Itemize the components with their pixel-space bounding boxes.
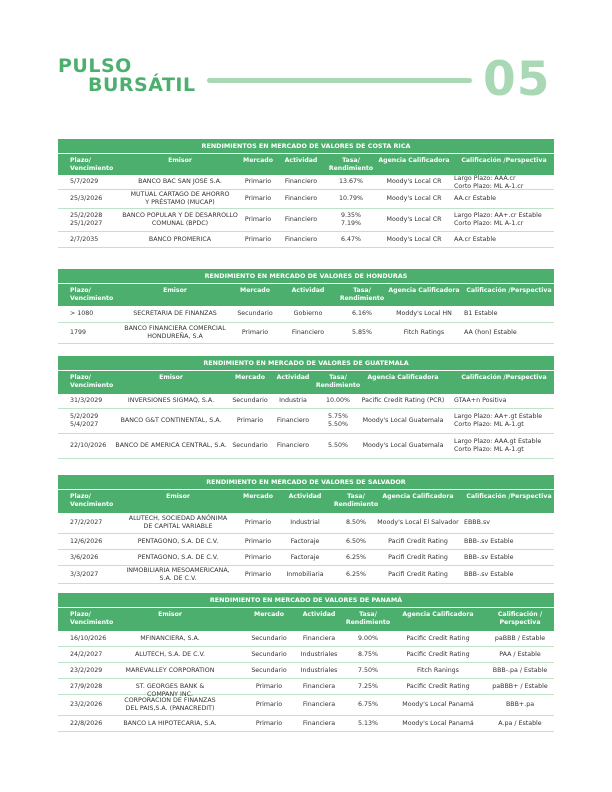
tasa-cell: 8.75% bbox=[357, 650, 378, 658]
mercado-cell: Primario bbox=[244, 195, 272, 202]
column-header: Agencia Calificadora bbox=[402, 611, 474, 618]
agencia-cell: Moody's Local CR bbox=[386, 216, 442, 223]
mercado-cell: Primario bbox=[255, 701, 283, 708]
mercado-cell: Primario bbox=[244, 216, 272, 223]
column-header: Tasa/ Rendimiento bbox=[328, 157, 374, 172]
actividad-cell: Financiero bbox=[276, 417, 310, 424]
emisor-cell: PENTAGONO, S.A. DE C.V. bbox=[137, 537, 219, 545]
agencia-cell: Moody's Local CR bbox=[386, 195, 442, 202]
actividad-cell: Financiero bbox=[291, 329, 325, 336]
column-header: Calificación /Perspectiva bbox=[466, 287, 552, 294]
table-row bbox=[58, 209, 554, 232]
panama-table bbox=[58, 593, 554, 732]
plazo-cell: 16/10/2026 bbox=[70, 634, 107, 642]
tasa-cell: 7.25% bbox=[357, 682, 378, 690]
table-row bbox=[58, 534, 554, 550]
column-header: Plazo/ Vencimiento bbox=[70, 611, 114, 626]
column-header: Mercado bbox=[235, 374, 265, 381]
calificacion-cell: AA.cr Estable bbox=[454, 195, 496, 202]
section-title: RENDIMIENTO EN MERCADO DE VALORES DE HONDURAS bbox=[58, 269, 554, 283]
column-header-row bbox=[58, 489, 554, 513]
agencia-cell: Pacifi Credit Rating bbox=[388, 537, 448, 545]
section-title: RENDIMIENTO EN MERCADO DE VALORES DE GUATEMALA bbox=[58, 356, 554, 370]
plazo-cell: 25/2/2028 25/1/2027 bbox=[70, 212, 103, 227]
calificacion-cell: BBB-.sv Estable bbox=[464, 553, 514, 561]
agencia-cell: Moody's Local Panamá bbox=[402, 719, 474, 727]
tasa-cell: 10.00% bbox=[325, 397, 350, 404]
calificacion-cell: BBB-.sv Estable bbox=[464, 570, 514, 578]
mercado-cell: Primario bbox=[255, 682, 283, 690]
mercado-cell: Primario bbox=[244, 570, 272, 578]
column-header: Tasa/ Rendimiento bbox=[339, 287, 385, 302]
table-row bbox=[58, 679, 554, 698]
agencia-cell: Fitch Ratings bbox=[403, 329, 445, 336]
calificacion-cell: Largo Plazo: AAA.cr Corto Plazo: ML A-1.cr bbox=[454, 175, 524, 190]
column-header: Emisor bbox=[158, 611, 182, 618]
agencia-cell: Moody's Local Panamá bbox=[402, 701, 474, 708]
title-line-1: PULSO bbox=[58, 55, 132, 77]
column-header-row bbox=[58, 370, 554, 394]
emisor-cell: ST. GEORGES BANK & COMPANY INC. bbox=[135, 682, 205, 698]
salvador-table bbox=[58, 475, 554, 584]
actividad-cell: Gobierno bbox=[293, 310, 323, 317]
actividad-cell: Financiero bbox=[284, 235, 318, 243]
page-title bbox=[58, 57, 196, 95]
column-header-row bbox=[58, 153, 554, 175]
tasa-cell: 6.25% bbox=[345, 570, 366, 578]
guatemala-table bbox=[58, 356, 554, 459]
actividad-cell: Financiero bbox=[284, 178, 318, 185]
column-header-row bbox=[58, 283, 554, 306]
page-number: 05 bbox=[483, 52, 551, 107]
column-header: Calificación /Perspectiva bbox=[461, 374, 547, 381]
column-header: Calificación / Perspectiva bbox=[497, 611, 543, 626]
column-header: Tasa/ Rendimiento bbox=[333, 493, 379, 508]
emisor-cell: MFINANCIERA, S.A. bbox=[140, 634, 200, 642]
emisor-cell: CORPORACION DE FINANZAS DEL PAIS,S.A. (PANACREDIT) bbox=[124, 697, 216, 712]
tasa-cell: 6.75% bbox=[357, 701, 378, 708]
emisor-cell: INMOBILIARIA MESOAMERICANA, S.A. DE C.V. bbox=[126, 566, 230, 582]
plazo-cell: 25/3/2026 bbox=[70, 195, 103, 202]
emisor-cell: INVERSIONES SIGMAQ, S.A. bbox=[127, 397, 215, 404]
tasa-cell: 5.50% bbox=[327, 442, 348, 449]
calificacion-cell: AA (hon) Estable bbox=[464, 329, 517, 336]
actividad-cell: Industriales bbox=[300, 666, 338, 674]
column-header: Tasa/ Rendimiento bbox=[315, 374, 361, 389]
emisor-cell: SECRETARIA DE FINANZAS bbox=[133, 310, 217, 317]
column-header: Tasa/ Rendimiento bbox=[345, 611, 391, 626]
mercado-cell: Secundario bbox=[251, 634, 287, 642]
tasa-cell: 13.67% bbox=[338, 178, 363, 185]
column-header: Emisor bbox=[168, 157, 192, 164]
calificacion-cell: BBB-.pa / Estable bbox=[492, 666, 548, 674]
column-header: Mercado bbox=[243, 493, 273, 500]
column-header: Plazo/ Vencimiento bbox=[70, 493, 114, 508]
mercado-cell: Primario bbox=[244, 519, 272, 526]
plazo-cell: 12/6/2026 bbox=[70, 537, 103, 545]
plazo-cell: 31/3/2029 bbox=[70, 397, 103, 404]
tasa-cell: 6.50% bbox=[345, 537, 366, 545]
calificacion-cell: B1 Estable bbox=[464, 310, 498, 317]
actividad-cell: Factoraje bbox=[290, 537, 320, 545]
calificacion-cell: AA.cr Estable bbox=[454, 235, 496, 243]
actividad-cell: Financiera bbox=[302, 719, 336, 727]
actividad-cell: Financiero bbox=[284, 216, 318, 223]
calificacion-cell: paBBB+ / Estable bbox=[492, 682, 548, 690]
actividad-cell: Inmobiliaria bbox=[286, 570, 324, 578]
plazo-cell: 3/6/2026 bbox=[70, 553, 99, 561]
plazo-cell: 22/8/2026 bbox=[70, 719, 103, 727]
agencia-cell: Pacific Credit Rating (PCR) bbox=[361, 397, 445, 404]
section-title: RENDIMIENTO EN MERCADO DE VALORES DE PANAMÁ bbox=[58, 593, 554, 607]
table-row bbox=[58, 663, 554, 679]
column-header: Mercado bbox=[254, 611, 284, 618]
plazo-cell: 27/9/2028 bbox=[70, 682, 103, 690]
mercado-cell: Primario bbox=[244, 553, 272, 561]
column-header-row bbox=[58, 607, 554, 631]
mercado-cell: Secundario bbox=[232, 442, 268, 449]
column-header: Calificación /Perspectiva bbox=[461, 157, 547, 164]
tasa-cell: 5.13% bbox=[357, 719, 378, 727]
header-divider bbox=[207, 78, 472, 83]
emisor-cell: MAREVALLEY CORPORATION bbox=[125, 666, 215, 674]
table-row bbox=[58, 232, 554, 248]
tasa-cell: 6.25% bbox=[345, 553, 366, 561]
column-header: Agencia Calificadora bbox=[388, 287, 460, 294]
column-header: Actividad bbox=[302, 611, 336, 618]
mercado-cell: Secundario bbox=[251, 666, 287, 674]
emisor-cell: ALUTECH, SOCIEDAD ANÓNIMA DE CAPITAL VARIABLE bbox=[128, 515, 228, 530]
agencia-cell: Fitch Ranings bbox=[417, 666, 459, 674]
table-row bbox=[58, 550, 554, 566]
table-row bbox=[58, 566, 554, 584]
table-row bbox=[58, 394, 554, 409]
table-row bbox=[58, 409, 554, 434]
actividad-cell: Industriales bbox=[300, 650, 338, 658]
calificacion-cell: GTAA+n Positiva bbox=[454, 397, 507, 404]
actividad-cell: Financiero bbox=[284, 195, 318, 202]
tasa-cell: 6.47% bbox=[340, 235, 361, 243]
column-header: Emisor bbox=[166, 493, 190, 500]
column-header: Agencia Calificadora bbox=[382, 493, 454, 500]
actividad-cell: Financiera bbox=[302, 634, 336, 642]
agencia-cell: Pacifi Credit Rating bbox=[388, 553, 448, 561]
agencia-cell: Moody's Local CR bbox=[386, 178, 442, 185]
calificacion-cell: BBB+.pa bbox=[505, 701, 535, 708]
emisor-cell: BANCO FINANCIERA COMERCIAL HONDUREÑA, S.A bbox=[124, 325, 226, 340]
agencia-cell: Moody's Local Guatemala bbox=[362, 417, 444, 424]
title-line-2: BURSÁTIL bbox=[88, 74, 196, 96]
table-row bbox=[58, 647, 554, 663]
tasa-cell: 6.16% bbox=[351, 310, 372, 317]
calificacion-cell: Largo Plazo: AAA.gt Estable Corto Plazo: ML A-1.gt bbox=[454, 438, 542, 453]
calificacion-cell: A.pa / Estable bbox=[498, 719, 542, 727]
mercado-cell: Primario bbox=[244, 178, 272, 185]
mercado-cell: Primario bbox=[244, 537, 272, 545]
mercado-cell: Primario bbox=[241, 329, 269, 336]
column-header: Plazo/ Vencimiento bbox=[70, 157, 114, 172]
column-header: Mercado bbox=[240, 287, 270, 294]
agencia-cell: Moddy's Local HN bbox=[396, 310, 452, 317]
calificacion-cell: PAA / Estable bbox=[499, 650, 541, 658]
tasa-cell: 8.50% bbox=[345, 519, 366, 526]
actividad-cell: Industria bbox=[279, 397, 307, 404]
column-header: Emisor bbox=[163, 287, 187, 294]
plazo-cell: > 1080 bbox=[70, 310, 94, 317]
table-row bbox=[58, 513, 554, 534]
agencia-cell: Pacific Credit Rating bbox=[406, 650, 470, 658]
column-header: Plazo/ Vencimiento bbox=[70, 287, 114, 302]
table-row bbox=[58, 695, 554, 716]
tasa-cell: 9.35% 7.19% bbox=[340, 212, 361, 227]
table-row bbox=[58, 434, 554, 459]
plazo-cell: 22/10/2026 bbox=[70, 442, 107, 449]
table-row bbox=[58, 175, 554, 190]
plazo-cell: 23/2/2029 bbox=[70, 666, 103, 674]
mercado-cell: Secundario bbox=[232, 397, 268, 404]
actividad-cell: Factoraje bbox=[290, 553, 320, 561]
column-header: Calificación /Perspectiva bbox=[466, 493, 552, 500]
plazo-cell: 24/2/2027 bbox=[70, 650, 103, 658]
calificacion-cell: paBBB / Estable bbox=[494, 634, 546, 642]
tasa-cell: 10.79% bbox=[338, 195, 363, 202]
calificacion-cell: BBB-.sv Estable bbox=[464, 537, 514, 545]
agencia-cell: Pacifi Credit Rating bbox=[388, 570, 448, 578]
column-header: Actividad bbox=[284, 157, 318, 164]
mercado-cell: Secundario bbox=[251, 650, 287, 658]
agencia-cell: Pacific Credit Rating bbox=[406, 682, 470, 690]
emisor-cell: ALUTECH, S.A. DE C.V. bbox=[135, 650, 205, 658]
emisor-cell: BANCO DE AMERICA CENTRAL, S.A. bbox=[115, 442, 227, 449]
tasa-cell: 5.75% 5.50% bbox=[327, 413, 348, 428]
mercado-cell: Secundario bbox=[237, 310, 273, 317]
table-row bbox=[58, 190, 554, 209]
tasa-cell: 7.50% bbox=[357, 666, 378, 674]
column-header: Actividad bbox=[276, 374, 310, 381]
plazo-cell: 2/7/2035 bbox=[70, 235, 99, 243]
column-header: Agencia Calificadora bbox=[367, 374, 439, 381]
agencia-cell: Pacific Credit Rating bbox=[406, 634, 470, 642]
emisor-cell: BANCO BAC SAN JOSE S.A. bbox=[138, 178, 222, 185]
column-header: Agencia Calificadora bbox=[378, 157, 450, 164]
section-title: RENDIMIENTO EN MERCADO DE VALORES DE SALVADOR bbox=[58, 475, 554, 489]
agencia-cell: Moody's Local El Salvador bbox=[377, 519, 459, 526]
emisor-cell: BANCO LA HIPOTECARIA, S.A. bbox=[123, 719, 217, 727]
plazo-cell: 27/2/2027 bbox=[70, 519, 103, 526]
honduras-table bbox=[58, 269, 554, 344]
agencia-cell: Moody's Local CR bbox=[386, 235, 442, 243]
actividad-cell: Industrial bbox=[290, 519, 320, 526]
plazo-cell: 23/2/2026 bbox=[70, 701, 103, 708]
column-header: Plazo/ Vencimiento bbox=[70, 374, 114, 389]
mercado-cell: Primario bbox=[255, 719, 283, 727]
section-title: RENDIMIENTOS EN MERCADO DE VALORES DE COSTA RICA bbox=[58, 139, 554, 153]
calificacion-cell: Largo Plazo: AA+.gt Estable Corto Plazo: ML A-1.gt bbox=[454, 413, 543, 428]
table-row bbox=[58, 306, 554, 323]
emisor-cell: MUTUAL CARTAGO DE AHORRO Y PRÉSTAMO (MUCAP) bbox=[130, 191, 230, 206]
agencia-cell: Moody's Local Guatemala bbox=[362, 442, 444, 449]
actividad-cell: Financiera bbox=[302, 701, 336, 708]
column-header: Actividad bbox=[291, 287, 325, 294]
emisor-cell: BANCO PROMERICA bbox=[148, 235, 212, 243]
emisor-cell: BANCO G&T CONTINENTAL, S.A. bbox=[120, 417, 222, 424]
calificacion-cell: EBBB.sv bbox=[464, 519, 490, 526]
plazo-cell: 5/2/2029 5/4/2027 bbox=[70, 413, 99, 428]
table-row bbox=[58, 323, 554, 344]
emisor-cell: PENTAGONO, S.A. DE C.V. bbox=[137, 553, 219, 561]
calificacion-cell: Largo Plazo: AA+.cr Estable Corto Plazo: ML A-1.cr bbox=[454, 212, 542, 227]
plazo-cell: 3/3/2027 bbox=[70, 570, 99, 578]
costa-rica-table bbox=[58, 139, 554, 248]
column-header: Mercado bbox=[243, 157, 273, 164]
tasa-cell: 9.00% bbox=[357, 634, 378, 642]
actividad-cell: Financiero bbox=[276, 442, 310, 449]
table-row bbox=[58, 631, 554, 647]
column-header: Emisor bbox=[159, 374, 183, 381]
table-row bbox=[58, 716, 554, 732]
mercado-cell: Primario bbox=[236, 417, 264, 424]
actividad-cell: Financiera bbox=[302, 682, 336, 690]
mercado-cell: Primario bbox=[244, 235, 272, 243]
plazo-cell: 5/7/2029 bbox=[70, 178, 99, 185]
column-header: Actividad bbox=[288, 493, 322, 500]
tasa-cell: 5.85% bbox=[351, 329, 372, 336]
emisor-cell: BANCO POPULAR Y DE DESARROLLO COMUNAL (BPDC) bbox=[122, 212, 238, 227]
plazo-cell: 1799 bbox=[70, 329, 87, 336]
